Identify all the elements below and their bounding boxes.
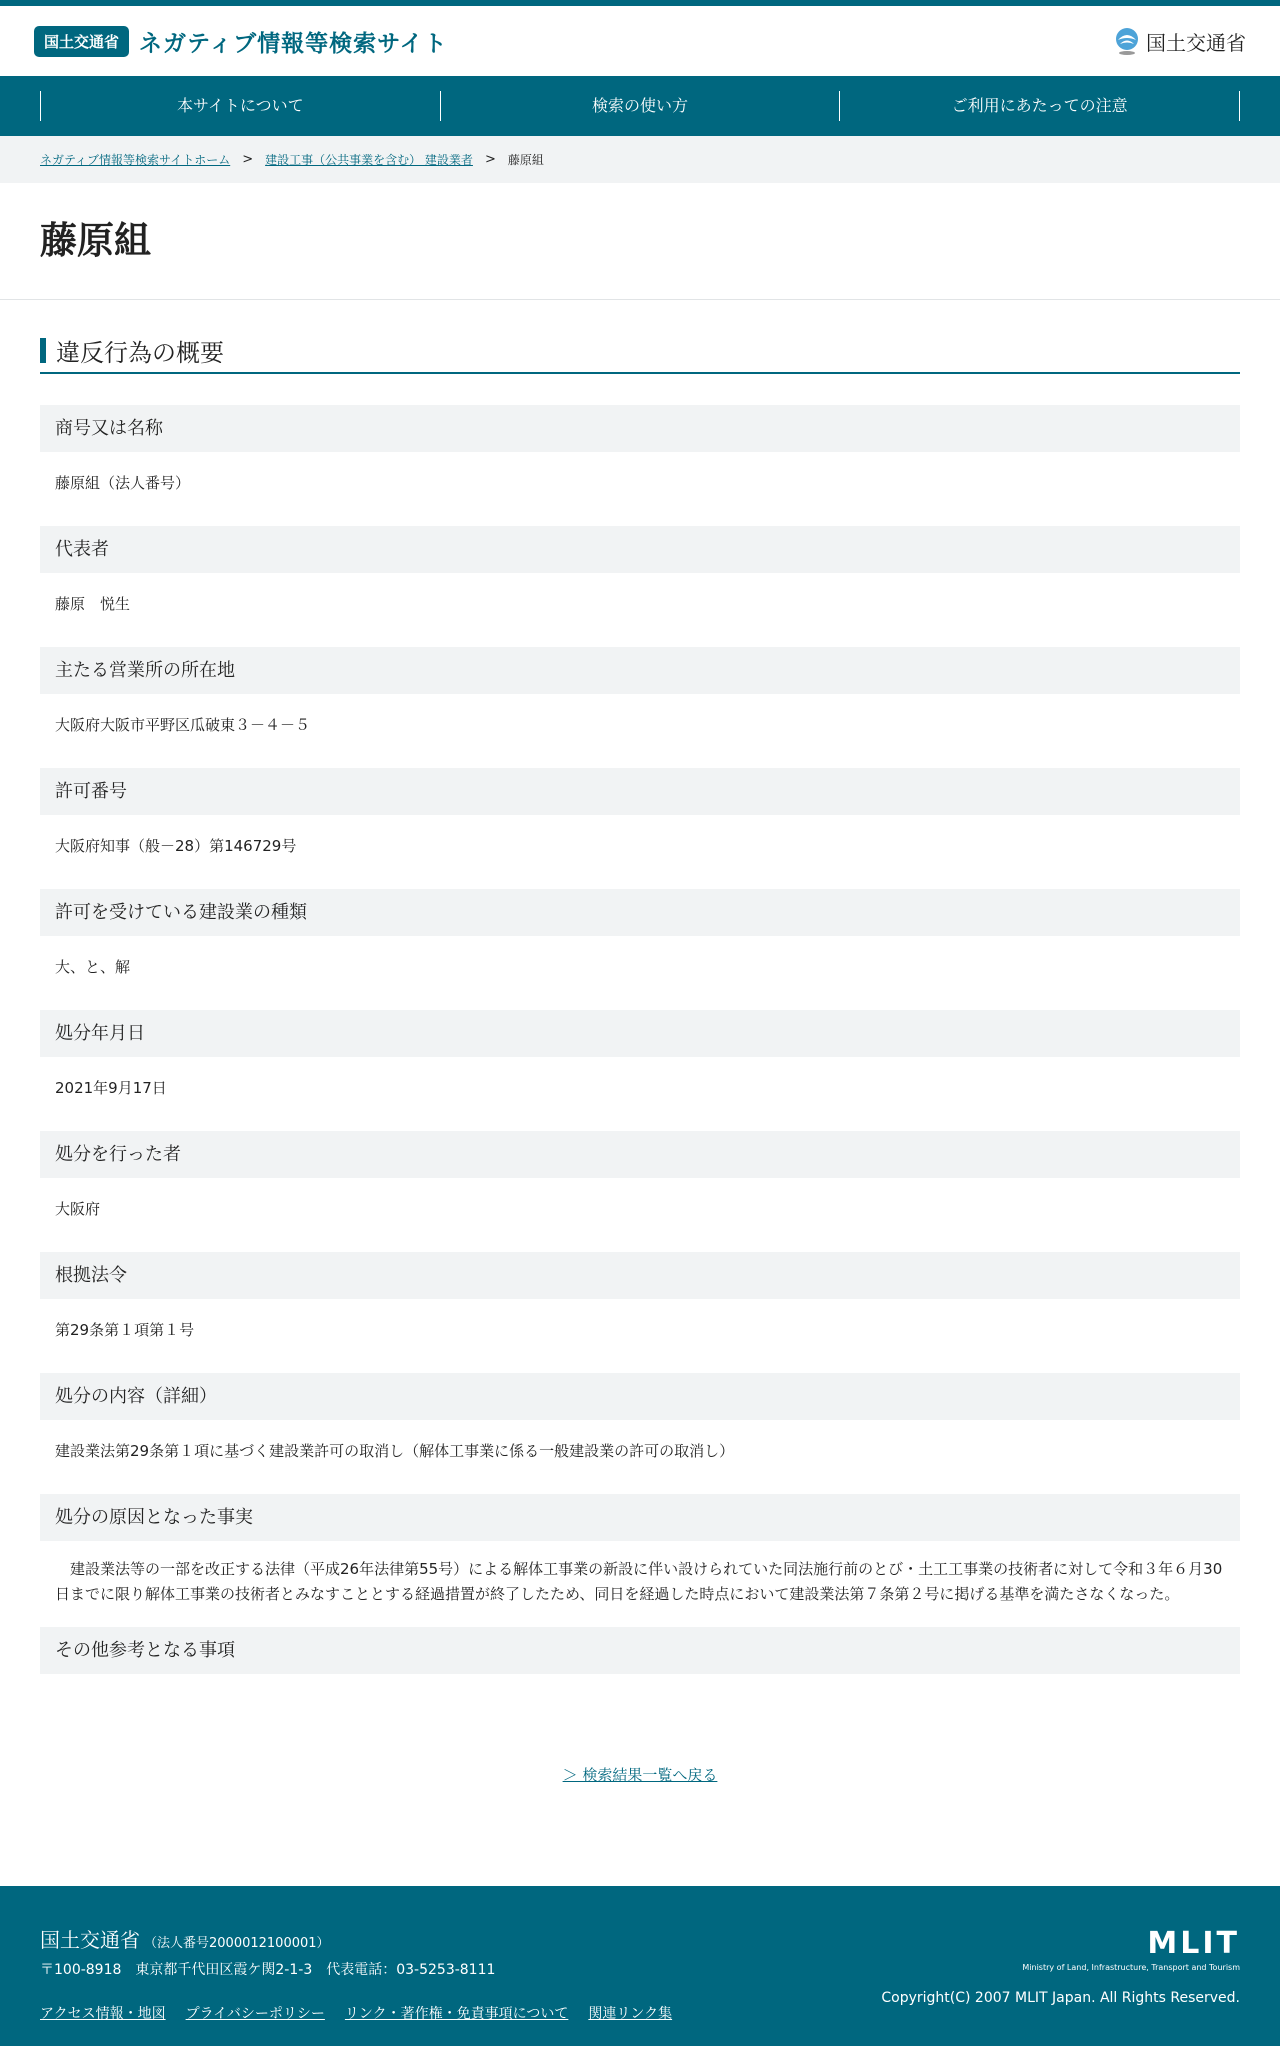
nav-about[interactable]: 本サイトについて: [40, 91, 440, 121]
field-representative: [40, 526, 1240, 647]
breadcrumb: [0, 136, 1280, 183]
field-disposing-authority: [40, 1131, 1240, 1252]
page-title: 藤原組: [40, 219, 151, 262]
ministry-logo[interactable]: [1112, 26, 1246, 56]
field-value: 第29条第１項第１号: [55, 1321, 195, 1339]
field-label: 処分の内容（詳細）: [40, 1373, 1240, 1420]
field-value: 藤原 悦生: [55, 595, 131, 613]
field-value: 大阪府知事（般－28）第146729号: [55, 837, 297, 855]
site-title: ネガティブ情報等検索サイト: [139, 30, 448, 57]
field-license-types: [40, 889, 1240, 1010]
main-content: [0, 338, 1280, 1785]
nav-notes[interactable]: ご利用にあたっての注意: [839, 91, 1240, 121]
global-nav: [0, 76, 1280, 136]
field-label: 許可を受けている建設業の種類: [40, 889, 1240, 936]
field-label: 根拠法令: [40, 1252, 1240, 1299]
section-title-text: 違反行為の概要: [56, 338, 224, 367]
footer-link-copyright[interactable]: リンク・著作権・免責事項について: [344, 2006, 569, 2022]
field-value: 大阪府: [55, 1200, 101, 1218]
field-legal-basis: [40, 1252, 1240, 1373]
mlit-logo[interactable]: [1022, 1926, 1240, 1972]
field-label: 商号又は名称: [40, 405, 1240, 452]
mlit-logo-mark: MLIT: [1147, 1926, 1240, 1961]
footer-address: 〒100-8918 東京都千代田区霞ケ関2-1-3 代表電話：03-5253-8111: [40, 1962, 496, 1978]
field-value: 大、と、解: [55, 958, 131, 976]
field-label: 処分を行った者: [40, 1131, 1240, 1178]
breadcrumb-separator: >: [242, 152, 254, 167]
field-other-notes: [40, 1627, 1240, 1684]
field-label: 許可番号: [40, 768, 1240, 815]
breadcrumb-separator: >: [484, 152, 496, 167]
field-value: 2021年9月17日: [55, 1079, 167, 1097]
breadcrumb-current: 藤原組: [507, 153, 544, 167]
site-brand[interactable]: [34, 25, 448, 58]
detail-fields: [40, 405, 1240, 1684]
site-header: [0, 6, 1280, 76]
field-value: 建設業法等の一部を改正する法律（平成26年法律第55号）による解体工事業の新設に伴い設けられていた同法施行前のとび・土工工事業の技術者に対して令和３年６月30日までに限り解体工事業の技術者とみなすこととする経過措置が終了したため、同日を経過した時点において建設業法第７条第２号に掲げる基準を満たさなくなった。: [55, 1560, 1223, 1603]
page-head: [0, 183, 1280, 300]
field-label: 処分の原因となった事実: [40, 1494, 1240, 1541]
ministry-badge: 国土交通省: [34, 26, 129, 57]
breadcrumb-category[interactable]: 建設工事（公共事業を含む） 建設業者: [265, 153, 473, 167]
field-cause-facts: [40, 1494, 1240, 1627]
footer-corp-number: （法人番号2000012100001）: [144, 1936, 330, 1951]
field-disposition-detail: [40, 1373, 1240, 1494]
footer-link-related[interactable]: 関連リンク集: [588, 2006, 673, 2022]
field-value: 大阪府大阪市平野区瓜破東３－４－５: [55, 716, 311, 734]
field-license-number: [40, 768, 1240, 889]
section-title: [40, 338, 1240, 374]
field-disposition-date: [40, 1010, 1240, 1131]
nav-how-to-search[interactable]: 検索の使い方: [440, 91, 840, 121]
footer-link-access[interactable]: アクセス情報・地図: [40, 2006, 166, 2022]
back-link-wrap: [40, 1764, 1240, 1785]
footer-links: [40, 2003, 1240, 2023]
copyright: Copyright(C) 2007 MLIT Japan. All Rights Reserved.: [881, 1990, 1240, 2006]
field-office-address: [40, 647, 1240, 768]
footer-ministry-name: 国土交通省: [40, 1928, 140, 1952]
field-label: 主たる営業所の所在地: [40, 647, 1240, 694]
ministry-name: 国土交通省: [1146, 30, 1246, 55]
section-accent-bar: [40, 338, 46, 363]
breadcrumb-home[interactable]: ネガティブ情報等検索サイトホーム: [40, 153, 231, 167]
field-company-name: [40, 405, 1240, 526]
field-value: 建設業法第29条第１項に基づく建設業許可の取消し（解体工事業に係る一般建設業の許可の取消し）: [55, 1442, 735, 1460]
footer-link-privacy[interactable]: プライバシーポリシー: [185, 2006, 325, 2022]
site-footer: [0, 1886, 1280, 2046]
ministry-emblem-icon: [1112, 26, 1142, 56]
field-value: [40, 1674, 1240, 1684]
mlit-logo-subtitle: Ministry of Land, Infrastructure, Transport and Tourism: [1022, 1963, 1240, 1972]
field-label: 処分年月日: [40, 1010, 1240, 1057]
field-value: 藤原組（法人番号）: [55, 474, 191, 492]
field-label: その他参考となる事項: [40, 1627, 1240, 1674]
back-to-results-link[interactable]: ＞ 検索結果一覧へ戻る: [562, 1766, 718, 1784]
field-label: 代表者: [40, 526, 1240, 573]
